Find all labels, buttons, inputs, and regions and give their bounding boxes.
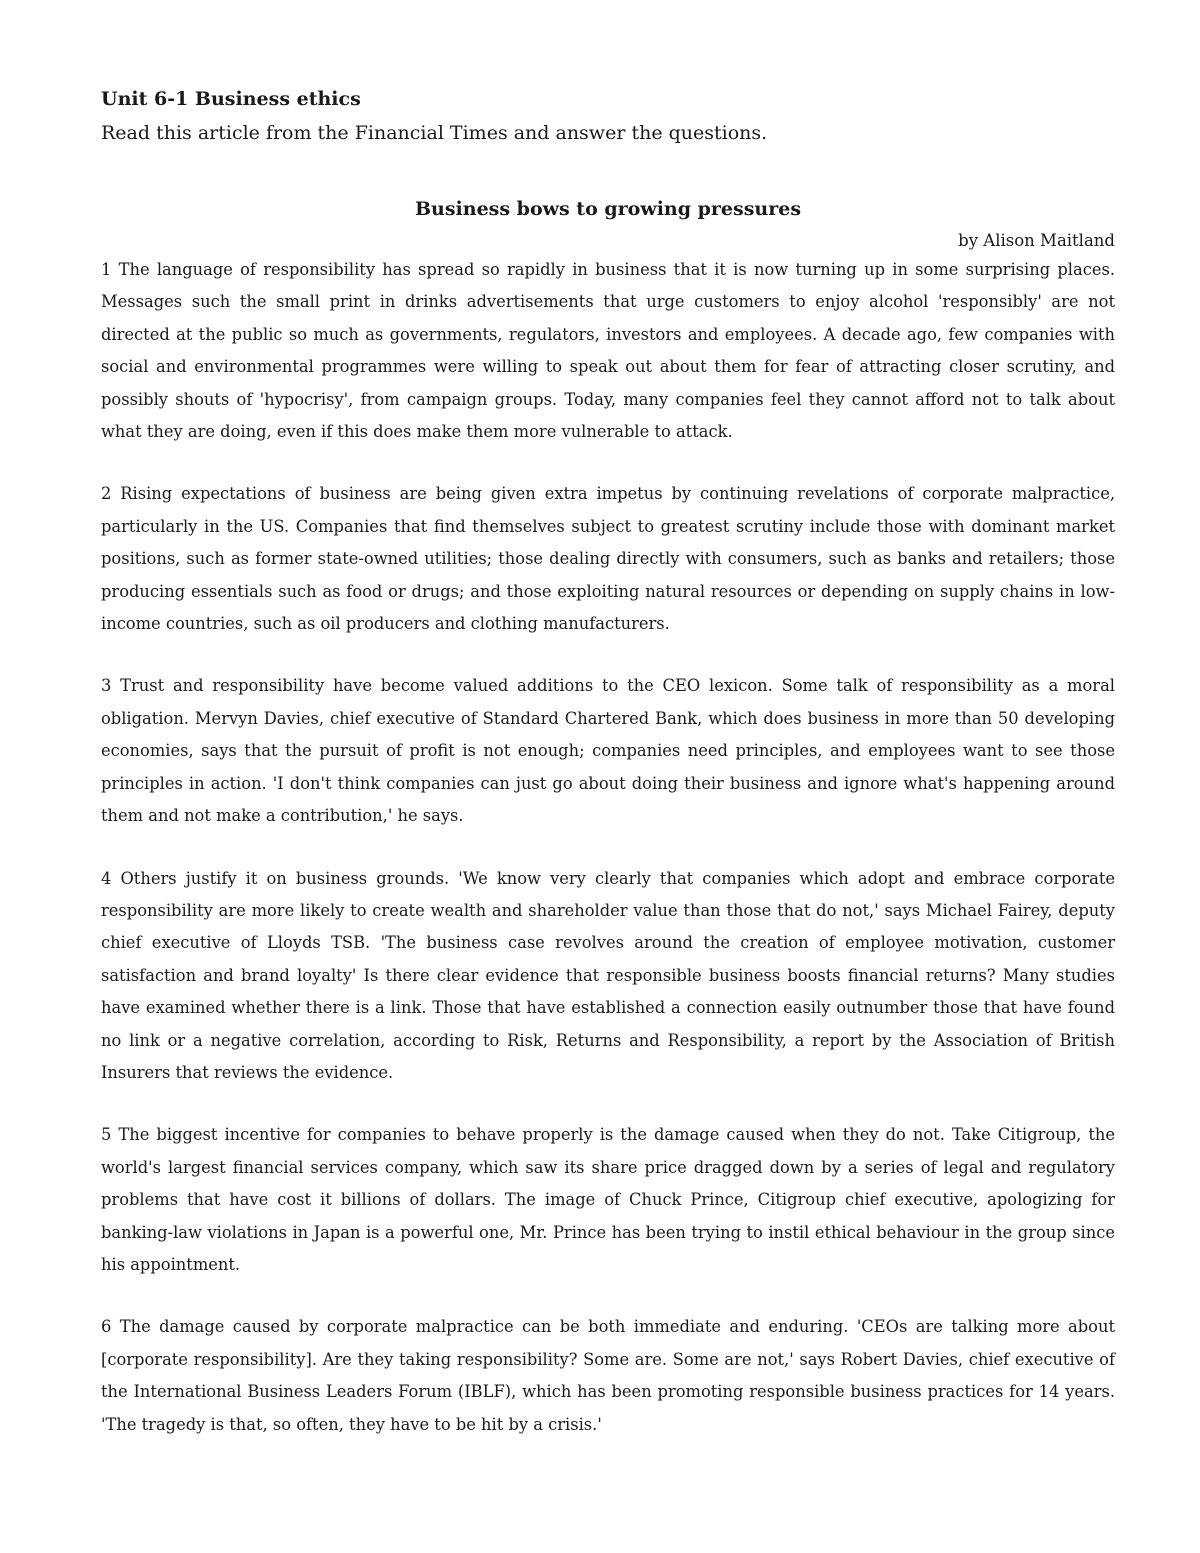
document-page xyxy=(101,84,1115,1471)
article-paragraph-2: 2 Rising expectations of business are being given extra impetus by continuing revelations of corporate malpractice, particularly in the US. Companies that find themselves subject to greatest scrutiny include those with dominant market positions, such as former state-owned utilities; those dealing directly with consumers, such as banks and retailers; those producing essentials such as food or drugs; and those exploiting natural resources or depending on supply chains in low-income countries, such as oil producers and clothing manufacturers. xyxy=(101,484,1115,634)
article-paragraph-5: 5 The biggest incentive for companies to behave properly is the damage caused when they do not. Take Citigroup, the world's largest financial services company, which saw its share price dragged down by a series of legal and regulatory problems that have cost it billions of dollars. The image of Chuck Prince, Citigroup chief executive, apologizing for banking-law violations in Japan is a powerful one, Mr. Prince has been trying to instil ethical behaviour in the group since his appointment. xyxy=(101,1125,1115,1274)
article-paragraph-3: 3 Trust and responsibility have become valued additions to the CEO lexicon. Some talk of responsibility as a moral obligation. Mervyn Davies, chief executive of Standard Chartered Bank, which does business in more than 50 developing economies, says that the pursuit of profit is not enough; companies need principles, and employees want to see those principles in action. 'I don't think companies can just go about doing their business and ignore what's happening around them and not make a contribution,' he says. xyxy=(101,676,1115,826)
article-paragraph-1: 1 The language of responsibility has spread so rapidly in business that it is now turning up in some surprising places. Messages such the small print in drinks advertisements that urge customers to enjoy alcohol 'responsibly' are not directed at the public so much as governments, regulators, investors and employees. A decade ago, few companies with social and environmental programmes were willing to speak out about them for fear of attracting closer scrutiny, and possibly shouts of 'hypocrisy', from campaign groups. Today, many companies feel they cannot afford not to talk about what they are doing, even if this does make them more vulnerable to attack. xyxy=(101,260,1115,442)
article-paragraph-4: 4 Others justify it on business grounds. 'We know very clearly that companies which adopt and embrace corporate responsibility are more likely to create wealth and shareholder value than those that do not,' says Michael Fairey, deputy chief executive of Lloyds TSB. 'The business case revolves around the creation of employee motivation, customer satisfaction and brand loyalty' Is there clear evidence that responsible business boosts financial returns? Many studies have examined whether there is a link. Those that have established a connection easily outnumber those that have found no link or a negative correlation, according to Risk, Returns and Responsibility, a report by the Association of British Insurers that reviews the evidence. xyxy=(101,868,1115,1082)
instruction-text: Read this article from the Financial Times and answer the questions. xyxy=(101,122,768,144)
article-byline: by Alison Maitland xyxy=(958,231,1115,250)
article-paragraph-6: 6 The damage caused by corporate malpractice can be both immediate and enduring. 'CEOs are talking more about [corporate responsibility]. Are they taking responsibility? Some are. Some are not,' says Robert Davies, chief executive of the International Business Leaders Forum (IBLF), which has been promoting responsible business practices for 14 years. 'The tragedy is that, so often, they have to be hit by a crisis.' xyxy=(101,1317,1115,1434)
unit-title: Unit 6-1 Business ethics xyxy=(101,88,361,110)
article-title: Business bows to growing pressures xyxy=(414,198,802,220)
